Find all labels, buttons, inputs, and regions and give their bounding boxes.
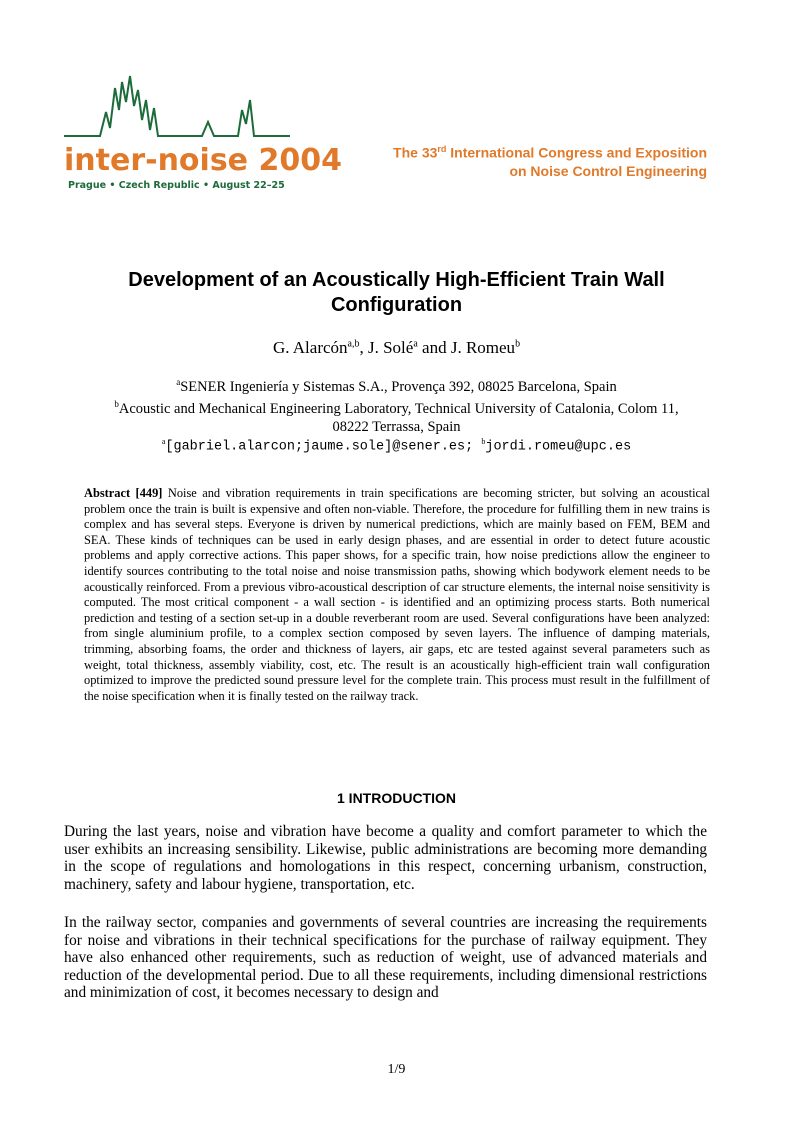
author-emails: $^a$[gabriel.alarcon;jaume.sole]@sener.es; $^b$jordi.romeu@upc.es bbox=[161, 437, 632, 455]
section-heading: 1 INTRODUCTION bbox=[337, 790, 456, 806]
logo-tagline: Prague • Czech Republic • August 22–25 bbox=[68, 180, 285, 191]
logo-waveform bbox=[64, 76, 290, 136]
abstract-label: Abstract [449] bbox=[84, 486, 163, 500]
paper-title: Development of an Acoustically High-Efficient Train Wall Configuration bbox=[128, 269, 665, 316]
page-number: 1/9 bbox=[387, 1062, 406, 1077]
affiliation-a: $^a$SENER Ingeniería y Sistemas S.A., Provença 392, 08025 Barcelona, Spain bbox=[176, 377, 617, 395]
congress-line-1: The 33rd International Congress and Exposition bbox=[393, 144, 707, 161]
author-name: G. Alarcón bbox=[272, 338, 348, 357]
body-paragraph-2: In the railway sector, companies and governments of several countries are increasing the requirements for noise and vibrations in their technical specifications for the purchase of railway equipment. They have also enhanced other requirements, such as reduction of weight, use of advanced materials and reduction of the developmental period. Due to all these requirements, including dimensional restrictions and minimization of cost, it becomes necessary to design and bbox=[64, 914, 707, 1001]
abstract bbox=[84, 486, 710, 704]
email-a: [gabriel.alarcon;jaume.sole]@sener.es; bbox=[165, 439, 474, 455]
congress-header bbox=[393, 140, 707, 180]
author-list: G. Alarcón$^{a,b}$, J. Solé$^a$ and J. Romeu$^b$ bbox=[272, 338, 521, 357]
email-b: jordi.romeu@upc.es bbox=[485, 439, 632, 455]
affiliation-b: $^b$Acoustic and Mechanical Engineering Laboratory, Technical University of Catalonia, Colom 11, bbox=[114, 399, 679, 418]
author-name: J. Romeu bbox=[450, 338, 516, 357]
affiliations bbox=[60, 374, 733, 436]
logo-wordmark: inter-noise 2004 bbox=[64, 143, 342, 178]
affiliation-b-cont: 08222 Terrassa, Spain bbox=[332, 418, 461, 435]
abstract-text: Noise and vibration requirements in train specifications are becoming stricter, but solving an acoustical problem once the train is built is expensive and often non-viable. Therefore, the procedure for fulfilling them in new trains is complex and has several steps. Everyone is driven by numerical predictions, which are mainly based on FEM, BEM and SEA. These kinds of techniques can be used in early design phases, and are essential in order to detect future acoustic problems and apply corrective actions. This paper shows, for a specific train, how noise predictions allow the engineer to identify sources contributing to the total noise and noise transmission paths, showing which bodywork element needs to be acoustically reinforced. From a previous vibro-acoustical description of car structure elements, the internal noise sensitivity is computed. The most critical component - a wall section - is identified and an optimizing process starts. Both numerical prediction and testing of a section set-up in a double reverberant room are used. Several configurations have been analyzed: from single aluminium profile, to a complex section composed by seven layers. The influence of damping materials, trimming, absorbing foams, the order and thickness of layers, air gaps, etc are tested against several parameters such as weight, total thickness, assembly viability, cost, etc. The result is an acoustically high-efficient train wall configuration optimized to improve the predicted sound pressure level for the complete train. This process must result in the fulfillment of the noise specification when it is finally tested on the railway track. bbox=[84, 486, 711, 703]
inter-noise-2004-logo bbox=[62, 70, 342, 195]
author-name: J. Solé bbox=[367, 338, 414, 357]
body-paragraph-1: During the last years, noise and vibration have become a quality and comfort parameter to which the user exhibits an increasing sensibility. Likewise, public administrations are becoming more demanding in the scope of regulations and homologations in this respect, concerning urbanism, construction, machinery, safety and labour hygiene, transportation, etc. bbox=[64, 823, 707, 893]
congress-line-2: on Noise Control Engineering bbox=[509, 162, 707, 179]
